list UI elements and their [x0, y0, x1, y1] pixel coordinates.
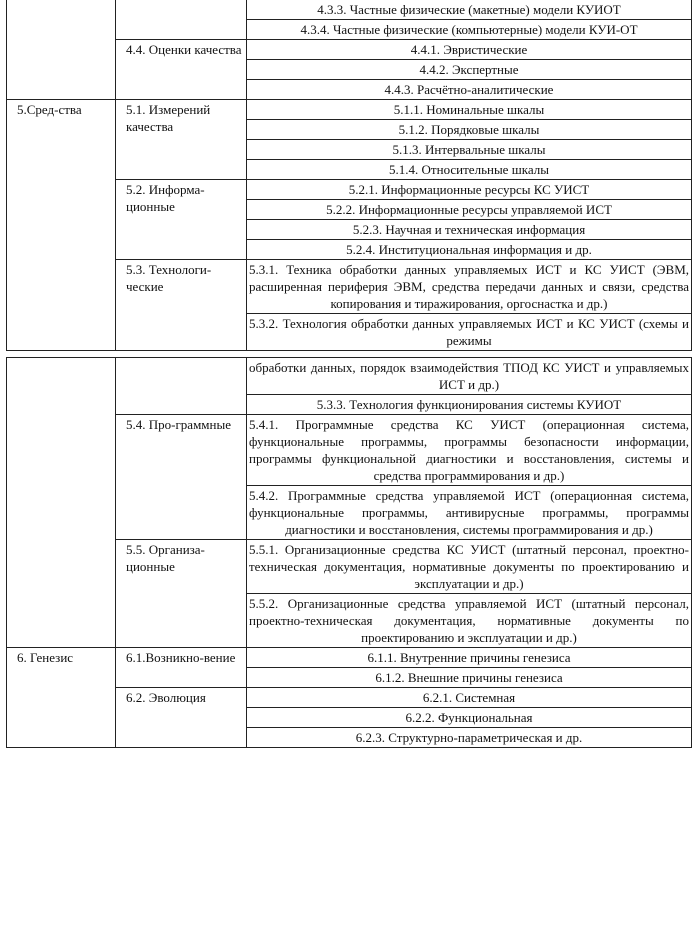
table-row: [7, 100, 692, 120]
level3-cell: обработки данных, порядок взаимодействия ТПОД КС УИСТ и управляемых ИСТ и др.): [247, 358, 692, 395]
level3-cell: 5.2.1. Информационные ресурсы КС УИСТ: [247, 180, 692, 200]
classification-table-part-2: [6, 357, 692, 748]
level2-cell: 5.3. Технологи-ческие: [116, 260, 247, 351]
level1-cell: [7, 358, 116, 648]
level3-cell: 5.5.1. Организационные средства КС УИСТ (штатный персонал, проектно-техническая документация, нормативные документы по проектированию и эксплуатации и др.): [247, 540, 692, 594]
level2-cell: 5.5. Организа-ционные: [116, 540, 247, 648]
level2-cell: 6.2. Эволюция: [116, 688, 247, 748]
level3-cell: 5.2.4. Институциональная информация и др.: [247, 240, 692, 260]
table-row: [7, 358, 692, 395]
table-row: [7, 648, 692, 668]
table-row: [7, 0, 692, 20]
level3-cell: 4.4.1. Эвристические: [247, 40, 692, 60]
level1-cell: 5.Сред-ства: [7, 100, 116, 351]
level3-cell: 5.2.3. Научная и техническая информация: [247, 220, 692, 240]
level3-cell: 5.3.3. Технология функционирования системы КУИОТ: [247, 395, 692, 415]
level3-cell: 5.5.2. Организационные средства управляемой ИСТ (штатный персонал, проектно-техническая документация, нормативные документы по проектированию и эксплуатации и др.): [247, 594, 692, 648]
level3-cell: 4.3.4. Частные физические (компьютерные) модели КУИ-ОТ: [247, 20, 692, 40]
level3-cell: 5.1.2. Порядковые шкалы: [247, 120, 692, 140]
level3-cell: 6.2.1. Системная: [247, 688, 692, 708]
level3-cell: 5.1.1. Номинальные шкалы: [247, 100, 692, 120]
level2-cell: 6.1.Возникно-вение: [116, 648, 247, 688]
level3-cell: 5.3.2. Технология обработки данных управляемых ИСТ и КС УИСТ (схемы и режимы: [247, 314, 692, 351]
level3-cell: 6.2.3. Структурно-параметрическая и др.: [247, 728, 692, 748]
level2-cell: 4.4. Оценки качества: [116, 40, 247, 100]
level3-cell: 6.1.1. Внутренние причины генезиса: [247, 648, 692, 668]
level3-cell: 4.3.3. Частные физические (макетные) модели КУИОТ: [247, 0, 692, 20]
classification-table-part-1: [6, 0, 692, 351]
level2-cell: 5.4. Про-граммные: [116, 415, 247, 540]
level3-cell: 5.1.4. Относительные шкалы: [247, 160, 692, 180]
level3-cell: 4.4.3. Расчётно-аналитические: [247, 80, 692, 100]
level2-cell: 5.1. Измерений качества: [116, 100, 247, 180]
level3-cell: 5.4.2. Программные средства управляемой ИСТ (операционная система, функциональные программы, антивирусные программы, программы диагностики и восстановления, системы программирования и др.): [247, 486, 692, 540]
level2-cell: [116, 358, 247, 415]
level3-cell: 5.4.1. Программные средства КС УИСТ (операционная система, функциональные программы, программы безопасности информации, программы функциональной диагностики и восстановления, системы и средства программирования и др.): [247, 415, 692, 486]
level2-cell: [116, 0, 247, 40]
level2-cell: 5.2. Информа-ционные: [116, 180, 247, 260]
level1-cell: [7, 0, 116, 100]
document-page: [6, 0, 692, 748]
level3-cell: 6.1.2. Внешние причины генезиса: [247, 668, 692, 688]
level3-cell: 5.1.3. Интервальные шкалы: [247, 140, 692, 160]
level3-cell: 4.4.2. Экспертные: [247, 60, 692, 80]
level3-cell: 6.2.2. Функциональная: [247, 708, 692, 728]
level1-cell: 6. Генезис: [7, 648, 116, 748]
level3-cell: 5.2.2. Информационные ресурсы управляемой ИСТ: [247, 200, 692, 220]
level3-cell: 5.3.1. Техника обработки данных управляемых ИСТ и КС УИСТ (ЭВМ, расширенная периферия ЭВМ, средства передачи данных и связи, средства копирования и тиражирования, оргоснастка и др.): [247, 260, 692, 314]
